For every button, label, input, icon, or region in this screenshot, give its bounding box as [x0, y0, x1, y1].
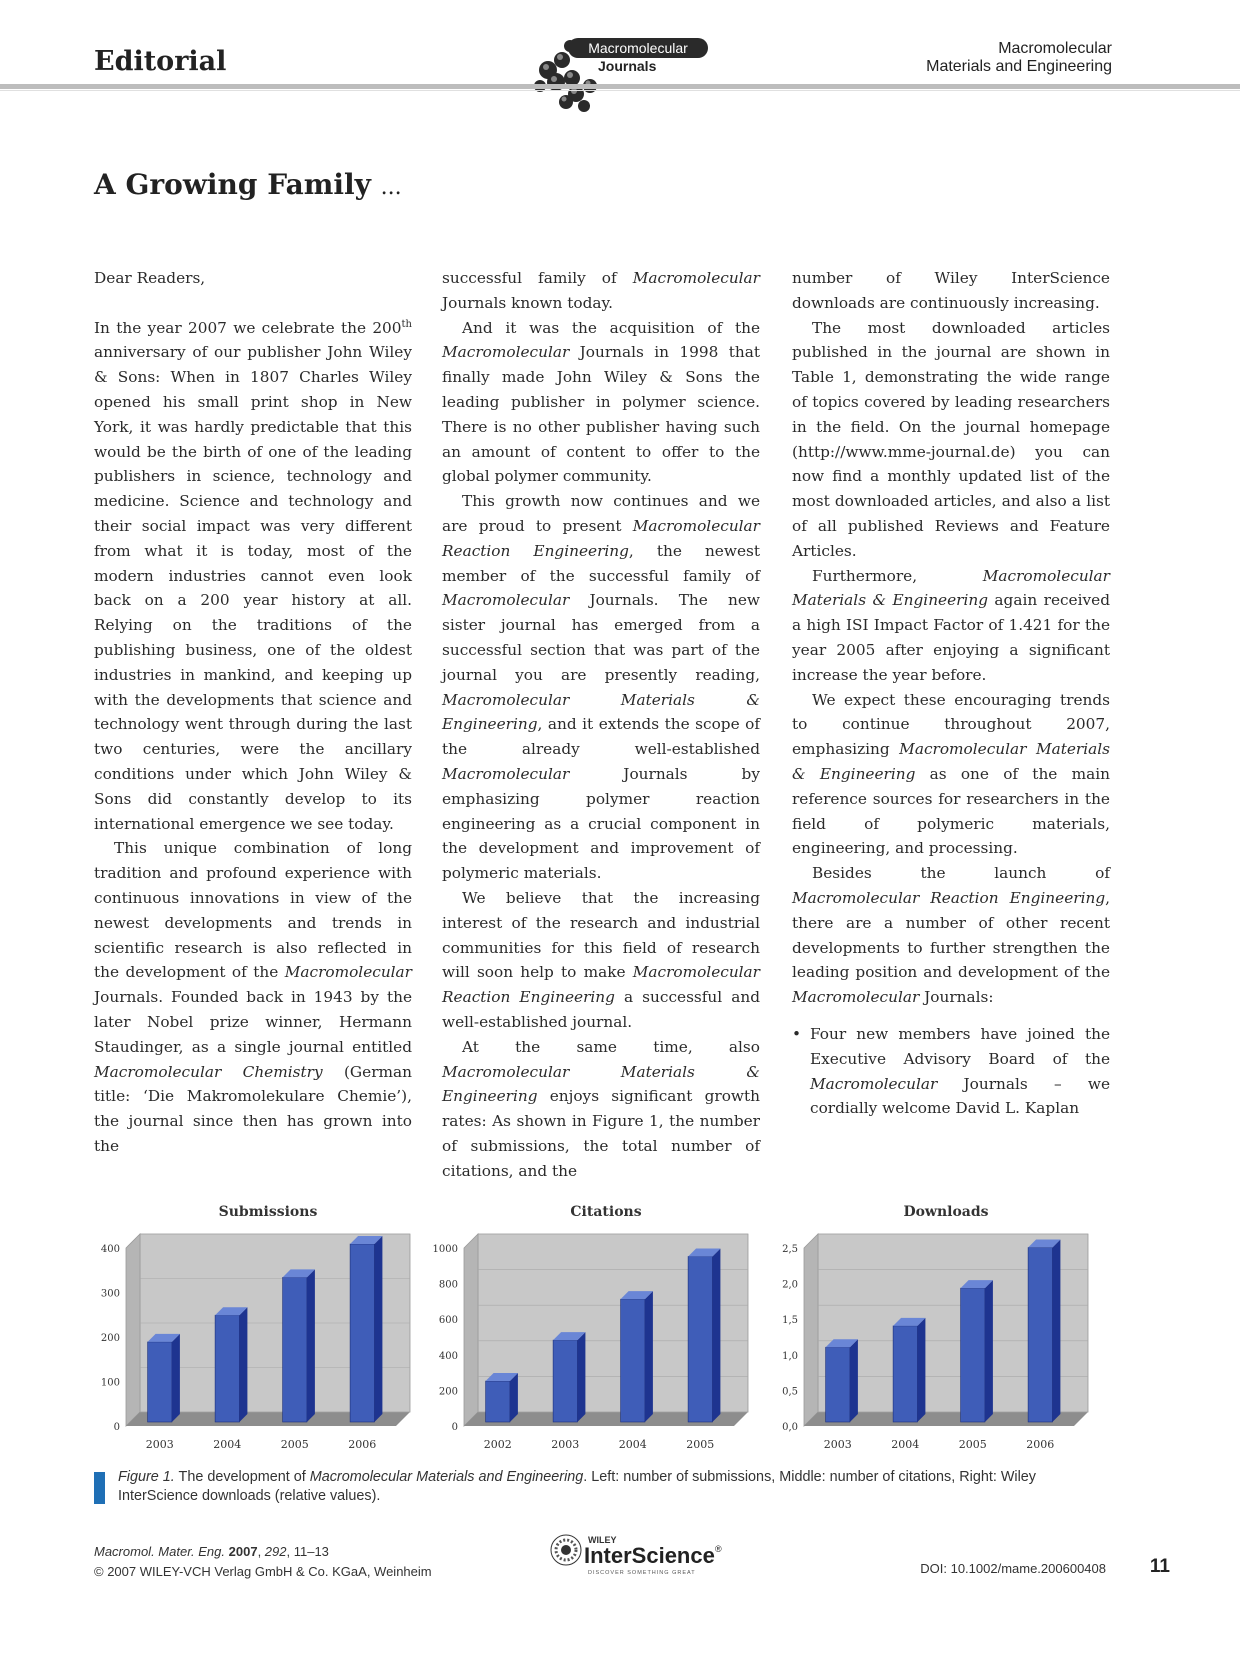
- chart-category-label: 2004: [891, 1438, 920, 1451]
- chart-tick-label: 200: [100, 1333, 120, 1344]
- figure-caption-text: Figure 1. The development of Macromolecular Materials and Engineering. Left: number of submissions, Middle: number of citations, Right: Wiley InterScience downloads (relative values).: [118, 1469, 1036, 1504]
- chart-tick-label: 0,5: [782, 1386, 798, 1398]
- globe-icon: [551, 1535, 581, 1565]
- chart-bar: [1028, 1248, 1052, 1422]
- chart-tick-label: 400: [100, 1244, 120, 1255]
- chart-bar: [893, 1326, 917, 1422]
- chart-category-label: 2004: [618, 1438, 647, 1451]
- chart-bar-side: [850, 1339, 858, 1422]
- chart-side-wall: [464, 1234, 478, 1426]
- chart-tick-label: 0,0: [782, 1422, 798, 1433]
- chart-tick-label: 0: [451, 1422, 458, 1433]
- chart-category-label: 2006: [348, 1438, 377, 1451]
- journal-name-line1: Macromolecular: [998, 40, 1112, 57]
- paragraph: At the same time, also Macromolecular Materials & Engineering enjoys significant growth rates: As shown in Figure 1, the number of submissions, the total number of citations, and the: [442, 1037, 760, 1180]
- chart-bar-side: [712, 1248, 720, 1422]
- logo-bottom-text: Journals: [598, 58, 657, 74]
- header-divider-shadow: [0, 90, 1240, 91]
- article-title-ellipsis: ...: [380, 175, 402, 200]
- body-column-3: [792, 266, 1110, 1121]
- journals-logo: [526, 22, 716, 106]
- body-column-1: [94, 266, 412, 1159]
- chart-bar-side: [172, 1334, 180, 1422]
- chart-tick-label: 0: [113, 1422, 120, 1433]
- chart-submissions: [101, 1204, 410, 1451]
- chart-bar: [350, 1244, 374, 1422]
- paragraph: And it was the acquisition of the Macromolecular Journals in 1998 that finally made John Wiley & Sons the leading publisher in polymer science. There is no other publisher having such an amount of content to offer to the global polymer community.: [442, 318, 760, 486]
- chart-category-label: 2005: [686, 1438, 715, 1451]
- paragraph: This unique combination of long tradition and profound experience with continuous innovations in view of the newest developments and trends in scientific research is also reflected in the development of the Macromolecular Journals. Founded back in 1943 by the later Nobel prize winner, Hermann Staudinger, as a single journal entitled Macromolecular Chemistry (German title: ‘Die Makromolekulare Chemie’), the journal since then has grown into the: [94, 839, 412, 1155]
- article-title: [94, 168, 402, 201]
- chart-tick-label: 1000: [432, 1244, 458, 1255]
- chart-bar: [553, 1340, 577, 1422]
- section-label: Editorial: [94, 46, 227, 77]
- chart-tick-label: 1,5: [782, 1315, 798, 1327]
- chart-title: Submissions: [218, 1204, 318, 1220]
- paragraph: We expect these encouraging trends to continue throughout 2007, emphasizing Macromolecular Materials & Engineering as one of the main reference sources for researchers in the field of polymeric materials, engineering, and processing.: [792, 690, 1110, 858]
- chart-bar: [486, 1381, 510, 1422]
- paragraph: Furthermore, Macromolecular Materials & Engineering again received a high ISI Impact Factor of 1.421 for the year 2005 after enjoying a significant increase the year before.: [792, 566, 1110, 684]
- chart-bar-side: [645, 1291, 653, 1422]
- footer-citation: [94, 1542, 432, 1582]
- chart-citations: [433, 1204, 748, 1451]
- chart-category-label: 2005: [958, 1438, 987, 1451]
- logo-top-text: Macromolecular: [568, 38, 708, 58]
- chart-bar: [215, 1315, 239, 1422]
- header-divider: [0, 84, 1240, 89]
- paragraph: We believe that the increasing interest of the research and industrial communities for this field of research will soon help to make Macromolecular Reaction Engineering a successful and well-established journal.: [442, 888, 761, 1031]
- chart-bar: [961, 1288, 985, 1422]
- chart-tick-label: 100: [100, 1377, 120, 1389]
- chart-category-label: 2006: [1026, 1438, 1055, 1451]
- chart-bar: [148, 1342, 172, 1422]
- chart-bar: [688, 1256, 712, 1422]
- body-column-2: [442, 266, 760, 1183]
- journal-name: [926, 40, 1112, 76]
- chart-category-label: 2003: [823, 1438, 852, 1451]
- chart-tick-label: 2,0: [782, 1279, 798, 1291]
- chart-tick-label: 400: [438, 1350, 458, 1362]
- paragraph: The most downloaded articles published in the journal are shown in Table 1, demonstrating the wide range of topics covered by leading researchers in the field. On the journal homepage (http://www.mme-journal.de) you can now find a monthly updated list of the most downloaded articles, and also a list of all published Reviews and Feature Articles.: [792, 318, 1110, 560]
- chart-bar-side: [577, 1332, 585, 1422]
- chart-bar-side: [374, 1236, 382, 1422]
- chart-category-label: 2002: [483, 1438, 512, 1451]
- figure-1-charts: [88, 1196, 1108, 1468]
- citation-line: Macromol. Mater. Eng. 2007, 292, 11–13: [94, 1544, 329, 1559]
- chart-tick-label: 200: [438, 1386, 458, 1398]
- paragraph: In the year 2007 we celebrate the 200th anniversary of our publisher John Wiley & Sons: When in 1807 Charles Wiley opened his small print shop in New York, it was hardly predictable that this would be the birth of one of the leading publishers in science, technology and medicine. Science and technology and their social impact was very different from what it is today, most of the modern industries cannot even look back on a 200 year history at all. Relying on the traditions of the publishing business, one of the oldest industries in mankind, and keeping up with the developments that science and technology went through during the last two centuries, were the ancillary conditions under which John Wiley & Sons did constantly develop to its international emergence we see today.: [94, 318, 412, 833]
- wiley-interscience-logo: [544, 1528, 724, 1582]
- paragraph: number of Wiley InterScience downloads are continuously increasing.: [792, 269, 1110, 312]
- chart-downloads: [782, 1204, 1088, 1451]
- chart-tick-label: 1,0: [782, 1350, 798, 1362]
- chart-bar-side: [917, 1318, 925, 1422]
- page-number: 11: [1149, 1556, 1170, 1577]
- chart-category-label: 2003: [145, 1438, 174, 1451]
- chart-bar-side: [985, 1280, 993, 1422]
- caption-accent-bar: [94, 1472, 105, 1504]
- chart-bar: [826, 1347, 850, 1422]
- journal-name-line2: Materials and Engineering: [926, 58, 1112, 75]
- chart-category-label: 2005: [280, 1438, 309, 1451]
- chart-bar-side: [1052, 1240, 1060, 1422]
- copyright-line: © 2007 WILEY-VCH Verlag GmbH & Co. KGaA, Weinheim: [94, 1564, 432, 1579]
- paragraph: successful family of Macromolecular Journals known today.: [442, 269, 760, 312]
- chart-bar: [283, 1277, 307, 1422]
- article-title-text: A Growing Family: [94, 168, 371, 201]
- chart-title: Downloads: [903, 1204, 989, 1220]
- logo-wiley-text: WILEY: [588, 1535, 617, 1545]
- doi: DOI: 10.1002/mame.200600408: [920, 1561, 1106, 1576]
- chart-side-wall: [804, 1234, 818, 1426]
- chart-category-label: 2003: [551, 1438, 580, 1451]
- chart-side-wall: [126, 1234, 140, 1426]
- chart-tick-label: 600: [438, 1315, 458, 1327]
- chart-tick-label: 800: [438, 1279, 458, 1291]
- chart-bar-side: [239, 1307, 247, 1422]
- logo-interscience-text: InterScience: [584, 1543, 715, 1568]
- chart-bar-side: [510, 1373, 518, 1422]
- bullet-list: [792, 1022, 1110, 1121]
- paragraph: This growth now continues and we are proud to present Macromolecular Reaction Engineering, the newest member of the successful family of Macromolecular Journals. The new sister journal has emerged from a successful section that was part of the journal you are presently reading, Macromolecular Materials & Engineering, and it extends the scope of the already well-established Macromolecular Journals by emphasizing polymer reaction engineering as a crucial component in the development and improvement of polymeric materials.: [442, 492, 760, 883]
- chart-category-label: 2004: [213, 1438, 242, 1451]
- paragraph: Besides the launch of Macromolecular Reaction Engineering, there are a number of other recent developments to further strengthen the leading position and development of the Macromolecular Journals:: [792, 864, 1110, 1007]
- logo-tagline: DISCOVER SOMETHING GREAT: [588, 1570, 696, 1576]
- salutation: Dear Readers,: [94, 269, 206, 287]
- chart-title: Citations: [570, 1204, 642, 1220]
- chart-tick-label: 300: [100, 1288, 120, 1300]
- chart-bar-side: [307, 1269, 315, 1422]
- list-item: • Four new members have joined the Executive Advisory Board of the Macromolecular Journals – we cordially welcome David L. Kaplan: [792, 1022, 1110, 1121]
- logo-registered-mark: ®: [715, 1544, 722, 1554]
- chart-tick-label: 2,5: [782, 1244, 798, 1255]
- chart-bar: [621, 1299, 645, 1422]
